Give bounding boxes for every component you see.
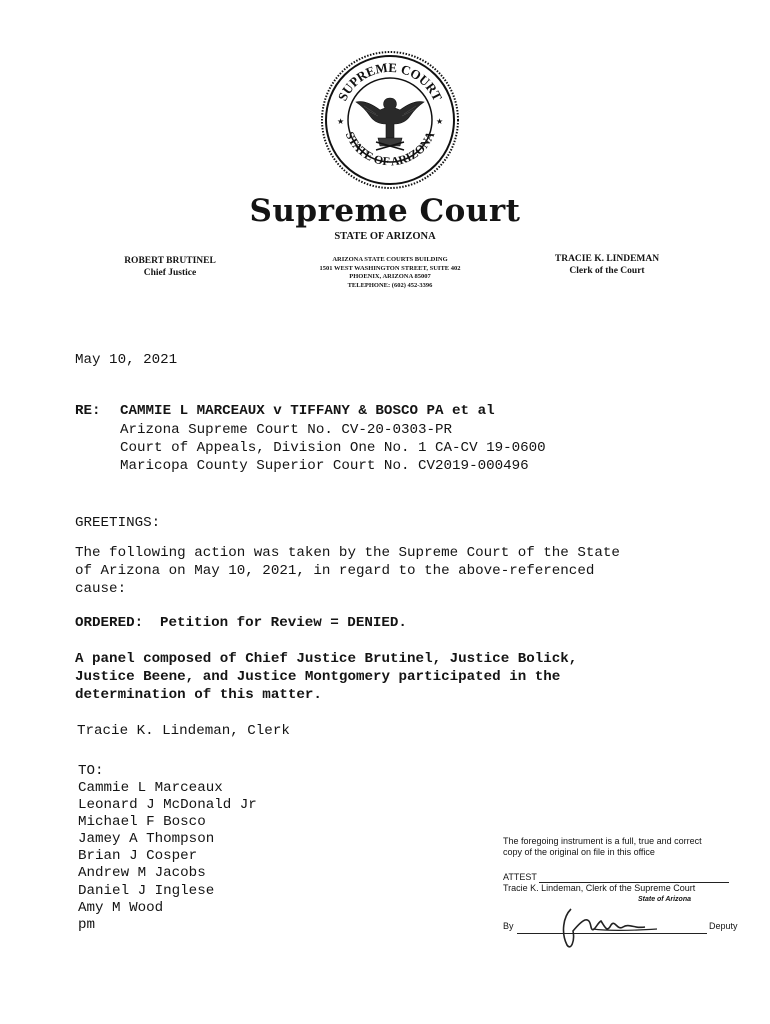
clerk-block [532,253,682,277]
seal-top-text: SUPREME COURT [334,59,446,104]
to-label: TO: [78,763,104,779]
typist-initials: pm [78,917,96,933]
court-state: STATE OF ARIZONA [334,231,436,242]
svg-text:★: ★ [337,117,345,126]
re-line-appeals: Court of Appeals, Division One No. 1 CA-CV 19-0600 [120,440,546,456]
attest-state-line: State of Arizona [637,896,691,903]
recipient: Jamey A Thompson [78,831,215,847]
chief-justice-name: ROBERT BRUTINEL [124,256,216,266]
panel-line: A panel composed of Chief Justice Brutinel, Justice Bolick, [75,651,578,667]
attest-statement-line2: copy of the original on file in this office [503,847,655,857]
recipient: Michael F Bosco [78,814,206,830]
greeting: GREETINGS: [75,515,161,531]
panel-line: Justice Beene, and Justice Montgomery participated in the [75,669,561,685]
recipient: Amy M Wood [78,900,164,916]
attest-label: ATTEST [503,872,537,882]
letter-date: May 10, 2021 [75,352,178,368]
body-line: of Arizona on May 10, 2021, in regard to the above-referenced [75,563,595,579]
clerk-name: TRACIE K. LINDEMAN [554,254,660,264]
attest-signature-line [539,882,729,883]
re-line-superior: Maricopa County Superior Court No. CV2019-000496 [120,458,529,474]
court-name: Supreme Court [249,193,521,229]
building-name: ARIZONA STATE COURTS BUILDING [332,256,448,263]
re-case-title: CAMMIE L MARCEAUX v TIFFANY & BOSCO PA et al [120,403,495,419]
body-line: cause: [75,581,127,597]
ordered-text: Petition for Review = DENIED. [160,615,407,631]
svg-text:SUPREME COURT [335,60,446,104]
recipient: Cammie L Marceaux [78,780,223,796]
by-label: By [503,921,514,931]
court-address-block [290,256,490,290]
panel-line: determination of this matter. [75,687,322,703]
re-line-supreme: Arizona Supreme Court No. CV-20-0303-PR [120,422,453,438]
chief-justice-title: Chief Justice [143,268,197,278]
handwritten-signature [553,905,663,955]
recipient: Andrew M Jacobs [78,865,206,881]
re-label: RE: [75,403,101,419]
street-address: 1501 WEST WASHINGTON STREET, SUITE 402 [319,264,461,272]
telephone: TELEPHONE: (602) 452-3396 [347,281,433,289]
supreme-court-seal [320,50,460,190]
chief-justice-block [95,255,245,279]
city-state: PHOENIX, ARIZONA 85007 [349,273,431,280]
deputy-label: Deputy [709,921,738,931]
attest-clerk-line: Tracie K. Lindeman, Clerk of the Supreme Court [503,883,696,893]
recipient: Daniel J Inglese [78,883,215,899]
body-line: The following action was taken by the Supreme Court of the State [75,545,620,561]
attest-statement-line1: The foregoing instrument is a full, true and correct [503,836,702,846]
ordered-label: ORDERED: [75,615,144,631]
signoff: Tracie K. Lindeman, Clerk [77,723,290,739]
attestation-stamp [503,836,753,939]
recipient: Brian J Cosper [78,848,198,864]
clerk-title: Clerk of the Court [569,266,645,276]
svg-text:★: ★ [436,117,444,126]
seal-bottom-text: STATE OF ARIZONA [342,129,438,169]
recipient: Leonard J McDonald Jr [78,797,257,813]
